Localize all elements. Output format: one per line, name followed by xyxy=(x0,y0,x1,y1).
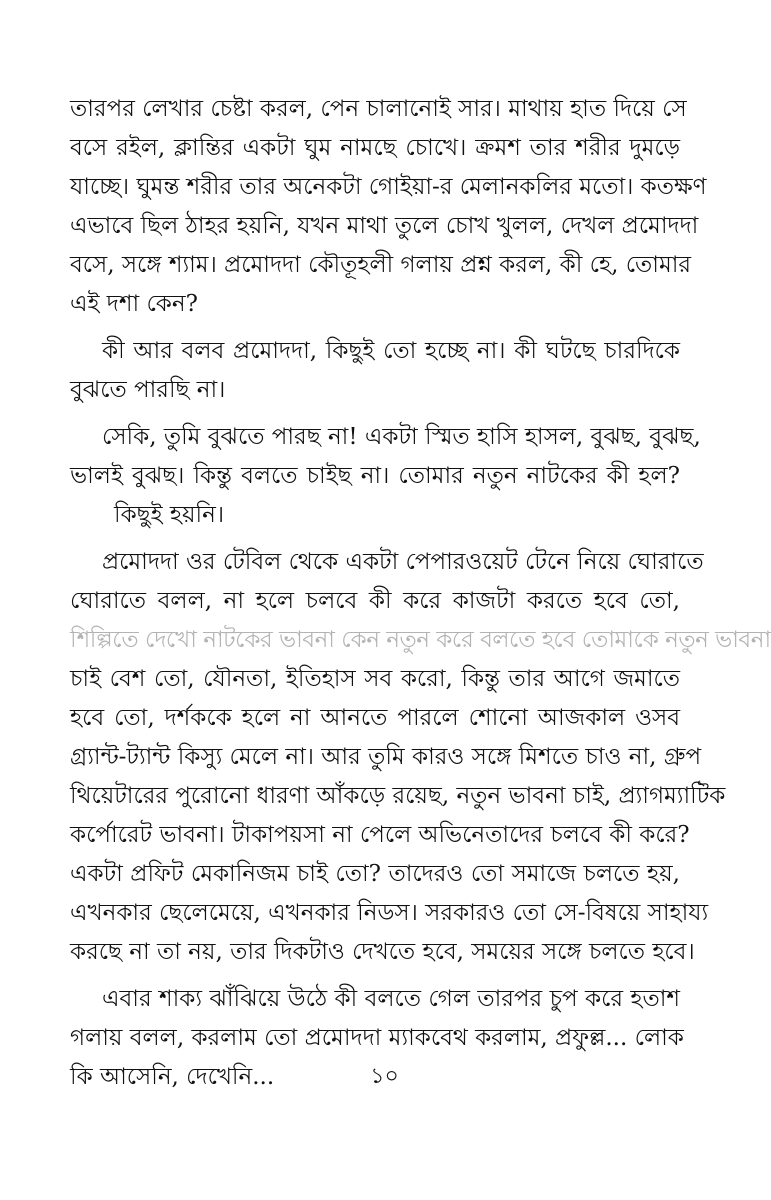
text-line: থিয়েটারের পুরোনো ধারণা আঁকড়ে রয়েছ, নতুন ভাবনা চাই, প্র্যাগম্যাটিক xyxy=(70,783,726,809)
text-line: বুঝতে পারছি না। xyxy=(70,377,226,403)
text-line: করছে না তা নয়, তার দিকটাও দেখতে হবে, সময়ের সঙ্গে চলতে হবে। xyxy=(70,939,695,965)
text-line: প্রমোদদা ওর টেবিল থেকে একটা পেপারওয়েট টেনে নিয়ে ঘোরাতে xyxy=(102,549,704,575)
text-line: কর্পোরেট ভাবনা। টাকাপয়সা না পেলে অভিনেতাদের চলবে কী করে? xyxy=(70,822,690,848)
text-line: এবার শাক্য ঝাঁঝিয়ে উঠে কী বলতে গেল তারপর চুপ করে হতাশ xyxy=(102,986,680,1012)
page-number: ১০ xyxy=(370,1064,399,1089)
text-line: গলায় বলল, করলাম তো প্রমোদদা ম্যাকবেথ করলাম, প্রফুল্ল... লোক xyxy=(70,1025,684,1051)
text-line: কি আসেনি, দেখেনি... xyxy=(70,1064,275,1090)
text-line: কী আর বলব প্রমোদদা, কিছুই তো হচ্ছে না। কী ঘটছে চারদিকে xyxy=(102,338,680,364)
text-line: সেকি, তুমি বুঝতে পারছ না! একটা স্মিত হাসি হাসল, বুঝছ, বুঝছ, xyxy=(102,424,701,450)
text-line: তারপর লেখার চেষ্টা করল, পেন চালানোই সার। মাথায় হাত দিয়ে সে xyxy=(70,96,687,122)
text-line: কিছুই হয়নি। xyxy=(114,502,225,528)
text-line: এখনকার ছেলেমেয়ে, এখনকার নিডস। সরকারও তো সে-বিষয়ে সাহায্য xyxy=(70,900,709,926)
text-line: বসে, সঙ্গে শ্যাম। প্রমোদদা কৌতূহলী গলায় প্রশ্ন করল, কী হে, তোমার xyxy=(70,252,692,278)
text-line: ঘোরাতে বলল, না হলে চলবে কী করে কাজটা করতে হবে তো, xyxy=(70,588,680,614)
smudged-text-line: শিল্পিতে দেখো নাটকের ভাবনা কেন নতুন করে বলতে হবে তোমাকে নতুন ভাবনা xyxy=(70,627,771,653)
text-line: যাচ্ছে। ঘুমন্ত শরীর তার অনেকটা গোইয়া-র মেলানকলির মতো। কতক্ষণ xyxy=(70,174,707,200)
text-line: চাই বেশ তো, যৌনতা, ইতিহাস সব করো, কিন্তু তার আগে জমাতে xyxy=(70,666,680,692)
text-line: এই দশা কেন? xyxy=(70,291,198,317)
text-line: এভাবে ছিল ঠাহর হয়নি, যখন মাথা তুলে চোখ খুলল, দেখল প্রমোদদা xyxy=(70,213,699,239)
text-line: বসে রইল, ক্লান্তির একটা ঘুম নামছে চোখে। ক্রমশ তার শরীর দুমড়ে xyxy=(70,135,680,161)
text-line: একটা প্রফিট মেকানিজম চাই তো? তাদেরও তো সমাজে চলতে হয়, xyxy=(70,861,680,887)
text-line: ভালই বুঝছ। কিন্তু বলতে চাইছ না। তোমার নতুন নাটকের কী হল? xyxy=(70,463,680,489)
text-line: গ্র্যান্ট-ট্যান্ট কিস্যু মেলে না। আর তুমি কারও সঙ্গে মিশতে চাও না, গ্রুপ xyxy=(70,744,702,770)
text-line: হবে তো, দর্শককে হলে না আনতে পারলে শোনো আজকাল ওসব xyxy=(70,705,680,731)
body-text xyxy=(70,90,771,1097)
